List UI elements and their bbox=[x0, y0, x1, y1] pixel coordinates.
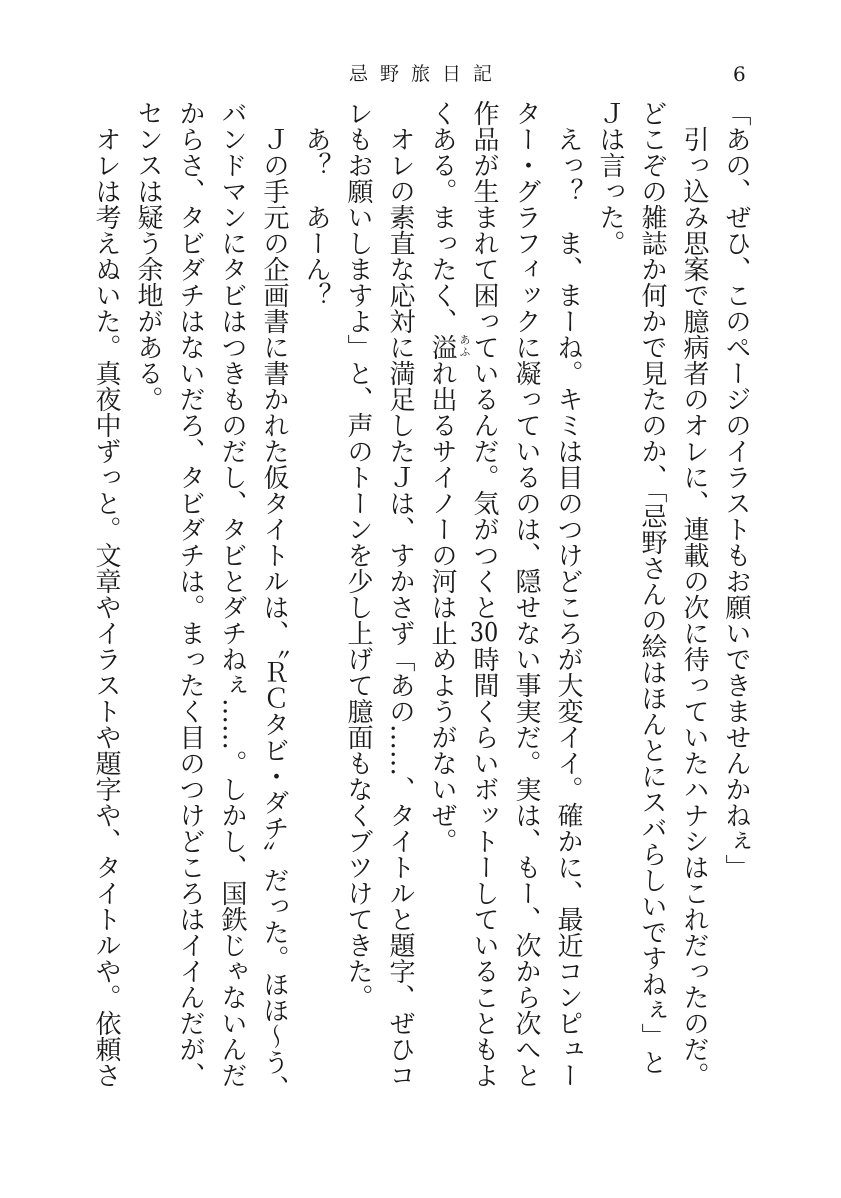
running-title: 忌野旅日記 bbox=[348, 63, 504, 85]
text-column bbox=[421, 100, 471, 1140]
text-segment: れ出るサイノーの河は止めようがないぜ。 bbox=[427, 360, 457, 854]
vertical-text-body bbox=[85, 100, 757, 1140]
text-column: どこぞの雑誌か何かで見たのか、「忌野さんの絵はほんとにスバらしいですねぇ」と bbox=[637, 100, 667, 1075]
text-column: センスは疑う余地がある。 bbox=[133, 100, 163, 412]
text-column: えっ？ ま、まーね。キミは目のつけどころが大変イイ。確かに、最近コンピュー bbox=[553, 100, 583, 1088]
tate-chu-yoko-number: 30 bbox=[469, 620, 499, 646]
ruby-group bbox=[427, 334, 471, 360]
text-column: 引っ込み思案で臆病者のオレに、連載の次に待っていたハナシはこれだったのだ。 bbox=[679, 100, 709, 1088]
page-number: 6 bbox=[733, 62, 746, 86]
text-column bbox=[463, 100, 505, 1140]
text-column: Ｊは言った。 bbox=[595, 100, 625, 256]
text-segment: 時間くらいボットーしていることもよ bbox=[469, 646, 499, 1088]
text-column: オレは考えぬいた。真夜中ずっと。文章やイラストや題字や、タイトルや。依頼さ bbox=[91, 100, 121, 1088]
text-column: オレの素直な応対に満足したＪは、すかさず「あの……、タイトルと題字、ぜひコ bbox=[385, 100, 415, 1088]
ruby-annotation: あふ bbox=[458, 334, 471, 358]
text-segment: 作品が生まれて困っているんだ。気がつくと bbox=[469, 100, 499, 620]
text-column: Ｊの手元の企画書に書かれた仮タイトルは、〝ＲＣタビ・ダチ〟だった。ほほ～う、 bbox=[259, 100, 289, 1101]
ruby-base: 溢 bbox=[427, 334, 457, 360]
text-segment: くある。まったく、 bbox=[427, 100, 457, 334]
text-column: 「あの、ぜひ、このページのイラストもお願いできませんかねぇ」 bbox=[721, 100, 751, 880]
text-column: バンドマンにタビはつきものだし、タビとダチねぇ……。しかし、国鉄じゃないんだ bbox=[217, 100, 247, 1088]
text-column: ター・グラフィックに凝っているのは、隠せない事実だ。実は、もー、次から次へと bbox=[511, 100, 541, 1088]
text-column: からさ、タビダチはないだろ、タビダチは。まったく目のつけどころはイイんだが、 bbox=[175, 100, 205, 1088]
text-column: レもお願いしますよ」と、声のトーンを少し上げて臆面もなくブツけてきた。 bbox=[343, 100, 373, 1010]
text-column: あ？ あーん？ bbox=[301, 100, 331, 308]
